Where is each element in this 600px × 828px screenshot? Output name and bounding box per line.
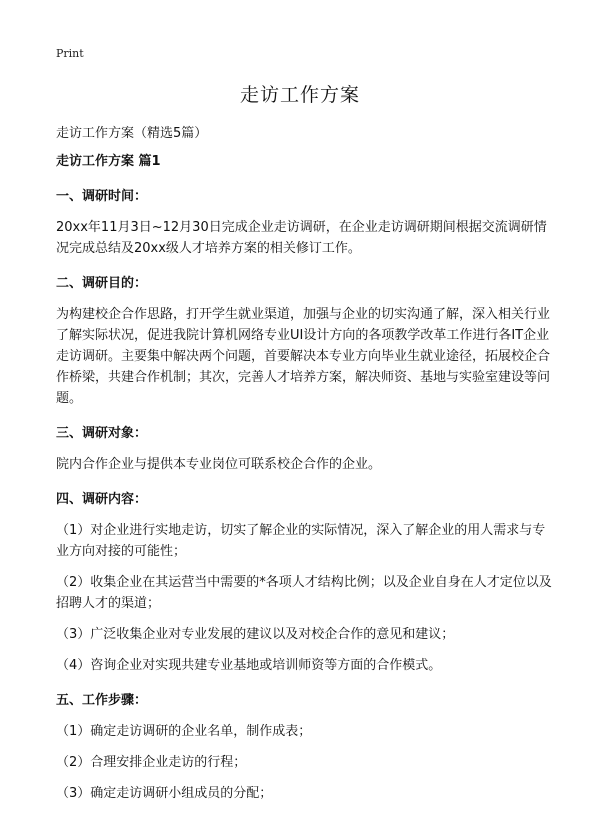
paragraph-content-3: （3）广泛收集企业对专业发展的建议以及对校企合作的意见和建议； [56,627,455,642]
heading-research-purpose: 二、调研目的： [56,276,148,291]
heading-work-steps: 五、工作步骤： [56,693,148,708]
document-title: 走访工作方案 [239,84,360,106]
document-body [56,150,556,804]
paragraph-step-2: （2）合理安排企业走访的行程； [56,755,247,770]
paragraph-research-time: 20xx年11月3日~12月30日完成企业走访调研，在企业走访调研期间根据交流调研情况完成总结及20xx级人才培养方案的相关修订工作。 [56,220,547,256]
heading-research-time: 一、调研时间： [56,189,148,204]
paragraph-step-3: （3）确定走访调研小组成员的分配； [56,786,273,801]
heading-research-content: 四、调研内容： [56,492,148,507]
document-subtitle: 走访工作方案（精选5篇） [56,126,208,141]
heading-research-target: 三、调研对象： [56,426,148,441]
paragraph-content-4: （4）咨询企业对实现共建专业基地或培训师资等方面的合作模式。 [56,658,442,673]
paragraph-content-2: （2）收集企业在其运营当中需要的*各项人才结构比例；以及企业自身在人才定位以及招聘人才的渠道； [56,575,552,611]
print-label: Print [56,47,84,60]
section-title: 走访工作方案 篇1 [56,154,161,169]
paragraph-step-1: （1）确定走访调研的企业名单，制作成表； [56,724,312,739]
paragraph-research-target: 院内合作企业与提供本专业岗位可联系校企合作的企业。 [56,457,382,472]
paragraph-research-purpose: 为构建校企合作思路，打开学生就业渠道，加强与企业的切实沟通了解，深入相关行业了解实际状况，促进我院计算机网络专业UI设计方向的各项教学改革工作进行各IT企业走访调研。主要集中解决两个问题，首要解决本专业方向毕业生就业途径，拓展校企合作桥梁，共建合作机制；其次，完善人才培养方案，解决师资、基地与实验室建设等问题。 [56,307,551,406]
paragraph-content-1: （1）对企业进行实地走访，切实了解企业的实际情况，深入了解企业的用人需求与专业方向对接的可能性； [56,523,546,559]
